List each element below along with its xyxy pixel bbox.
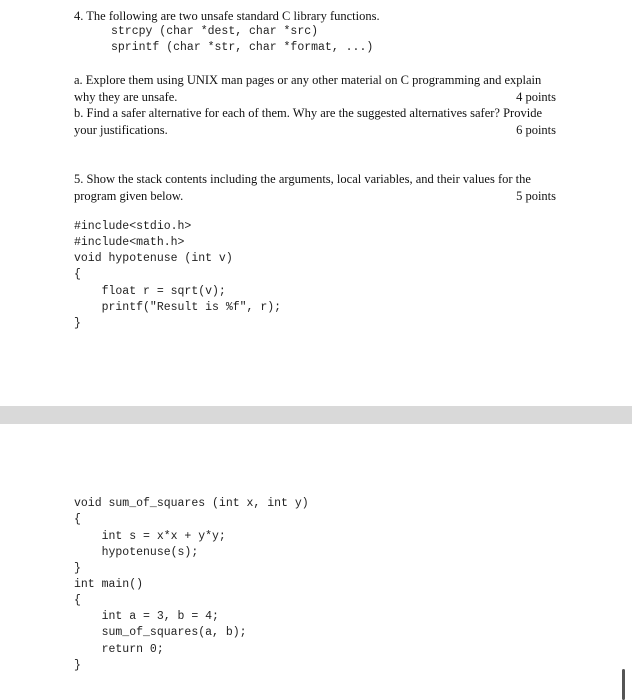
code-line: int main() (74, 578, 144, 591)
code-line: void sum_of_squares (int x, int y) (74, 497, 309, 510)
code-line: int a = 3, b = 4; (74, 610, 219, 623)
question-5-line2: program given below. (74, 189, 184, 203)
part-a-points: 4 points (516, 90, 556, 104)
sprintf-signature: sprintf (char *str, char *format, ...) (111, 41, 374, 54)
strcpy-signature: strcpy (char *dest, char *src) (111, 25, 319, 38)
code-line: { (74, 268, 81, 281)
code-line: { (74, 594, 81, 607)
page-separator (0, 406, 632, 424)
code-line: void hypotenuse (int v) (74, 252, 233, 265)
question-4-title: 4. The following are two unsafe standard C library functions. (74, 9, 380, 23)
code-line: #include<stdio.h> (74, 220, 192, 233)
part-a-line1: a. Explore them using UNIX man pages or any other material on C programming and explain (74, 73, 542, 87)
part-a-line2: why they are unsafe. (74, 90, 178, 104)
part-b-line2: your justifications. (74, 123, 168, 137)
code-line: int s = x*x + y*y; (74, 530, 226, 543)
part-b-line1: b. Find a safer alternative for each of them. Why are the suggested alternatives safer? Provide (74, 106, 542, 120)
part-b-points: 6 points (516, 123, 556, 137)
code-line: printf("Result is %f", r); (74, 301, 282, 314)
question-5-points: 5 points (516, 189, 556, 203)
code-line: sum_of_squares(a, b); (74, 626, 247, 639)
code-line: float r = sqrt(v); (74, 285, 226, 298)
question-5-line1: 5. Show the stack contents including the arguments, local variables, and their values for the (74, 172, 531, 186)
code-line: } (74, 562, 81, 575)
code-line: return 0; (74, 643, 164, 656)
code-line: } (74, 659, 81, 672)
code-line: hypotenuse(s); (74, 546, 199, 559)
scrollbar-thumb[interactable] (622, 669, 625, 700)
code-line: #include<math.h> (74, 236, 185, 249)
code-line: } (74, 317, 81, 330)
code-line: { (74, 513, 81, 526)
